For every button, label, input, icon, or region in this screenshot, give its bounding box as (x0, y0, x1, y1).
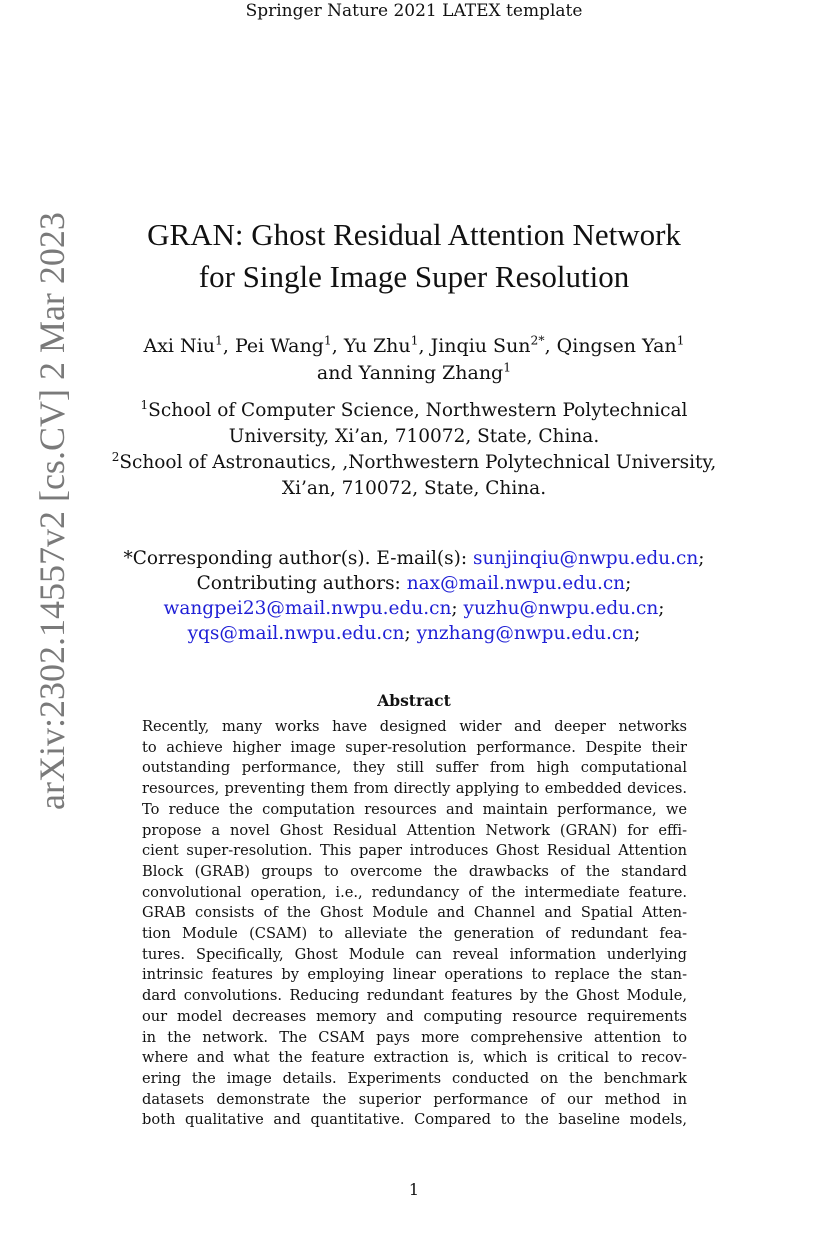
abstract-line: datasets demonstrate the superior performance of our method in (142, 1090, 687, 1108)
author-affil-mark: 1 (410, 333, 419, 348)
abstract-line: our model decreases memory and computing resource requirements (142, 1007, 687, 1025)
contributing-line: yqs@mail.nwpu.edu.cn; ynzhang@nwpu.edu.cn; (187, 623, 641, 644)
abstract-line: where and what the feature extraction is, which is critical to recov- (142, 1049, 687, 1067)
abstract-line: ering the image details. Experiments conducted on the benchmark (142, 1069, 687, 1087)
affiliation-text: School of Astronautics, ,Northwestern Polytechnical University, (119, 452, 717, 473)
contributing-email-link[interactable]: nax@mail.nwpu.edu.cn (406, 573, 626, 594)
author-name: Qingsen Yan (556, 335, 677, 357)
contributing-email-link[interactable]: wangpei23@mail.nwpu.edu.cn (163, 598, 452, 619)
author-name: Yu Zhu (343, 335, 411, 357)
abstract-line: cient super-resolution. This paper introduces Ghost Residual Attention (142, 842, 687, 860)
abstract-line: Block (GRAB) groups to overcome the drawbacks of the standard (142, 862, 687, 880)
author-affil-mark: 1 (215, 333, 223, 348)
affiliation-2-line-2: Xi’an, 710072, State, China. (281, 478, 547, 499)
abstract-line: Recently, many works have designed wider and deeper networks (142, 718, 687, 735)
corresponding-line: *Corresponding author(s). E-mail(s): sunjinqiu@nwpu.edu.cn; (123, 548, 705, 569)
affiliations (110, 398, 718, 502)
abstract-body (142, 717, 687, 1131)
contributing-email-link[interactable]: ynzhang@nwpu.edu.cn (416, 623, 635, 644)
author-name: Axi Niu (143, 335, 215, 357)
abstract-line: outstanding performance, they still suffer from high computational (142, 759, 687, 777)
abstract-line: to achieve higher image super-resolution performance. Despite their (142, 738, 687, 756)
affiliation-mark: 1 (140, 397, 149, 412)
paper-title (100, 214, 728, 298)
author-list (110, 333, 718, 387)
abstract-line: tures. Specifically, Ghost Module can reveal information underlying (142, 945, 687, 963)
abstract-line: intrinsic features by employing linear operations to replace the stan- (142, 966, 687, 984)
abstract-line: convolutional operation, i.e., redundancy of the intermediate feature. (142, 883, 687, 901)
authors-line-2 (110, 360, 718, 387)
author-name: Pei Wang (234, 335, 324, 357)
author-affil-mark: 1 (503, 360, 512, 375)
authors-line-1: Axi Niu$^1$, Pei Wang$^1$, Yu Zhu$^1$, Jinqiu Sun$^{2*}$, Qingsen Yan$^1$ (143, 333, 685, 357)
contributing-email-link[interactable]: yuzhu@nwpu.edu.cn (463, 598, 659, 619)
corresponding-label: *Corresponding author(s). E-mail(s): (123, 548, 468, 569)
corresponding-email-link[interactable]: sunjinqiu@nwpu.edu.cn (472, 548, 699, 569)
abstract-line: in the network. The CSAM pays more comprehensive attention to (142, 1028, 687, 1046)
abstract-line: To reduce the computation resources and maintain performance, we (142, 800, 687, 818)
abstract-line: tion Module (CSAM) to alleviate the generation of redundant fea- (142, 925, 687, 943)
affiliation-1-line-2: University, Xi’an, 710072, State, China. (228, 426, 600, 447)
title-line-2: for Single Image Super Resolution (198, 259, 630, 294)
affiliation-text: School of Computer Science, Northwestern Polytechnical (148, 400, 688, 421)
author-affil-mark: 2* (530, 333, 545, 348)
abstract-heading: Abstract (377, 691, 451, 710)
abstract-line: both qualitative and quantitative. Compared to the baseline models, (142, 1111, 687, 1129)
arxiv-identifier-stamp[interactable]: arXiv:2302.14557v2 [cs.CV] 2 Mar 2023 (32, 212, 72, 810)
author-affil-mark: 1 (323, 333, 332, 348)
title-line-1: GRAN: Ghost Residual Attention Network (147, 217, 681, 252)
correspondence-block (110, 546, 718, 646)
contributing-email-link[interactable]: yqs@mail.nwpu.edu.cn (187, 623, 405, 644)
author-name: and Yanning Zhang (316, 362, 504, 384)
running-header: Springer Nature 2021 LATEX template (245, 1, 583, 21)
affiliation-1-line-1 (110, 398, 718, 424)
affiliation-2-line-1 (110, 450, 718, 476)
page-number: 1 (408, 1180, 420, 1199)
author-affil-mark: 1 (676, 333, 685, 348)
abstract-line: propose a novel Ghost Residual Attention Network (GRAN) for effi- (142, 821, 687, 839)
contributing-label: Contributing authors: (196, 573, 401, 594)
affiliation-mark: 2 (111, 449, 120, 464)
contributing-line: Contributing authors: nax@mail.nwpu.edu.cn; (196, 573, 632, 594)
abstract-line: GRAB consists of the Ghost Module and Channel and Spatial Atten- (142, 904, 687, 922)
abstract-line: dard convolutions. Reducing redundant features by the Ghost Module, (142, 987, 687, 1005)
abstract-line: resources, preventing them from directly applying to embedded devices. (142, 780, 687, 798)
author-name: Jinqiu Sun (430, 335, 531, 357)
contributing-line: wangpei23@mail.nwpu.edu.cn; yuzhu@nwpu.edu.cn; (163, 598, 665, 619)
